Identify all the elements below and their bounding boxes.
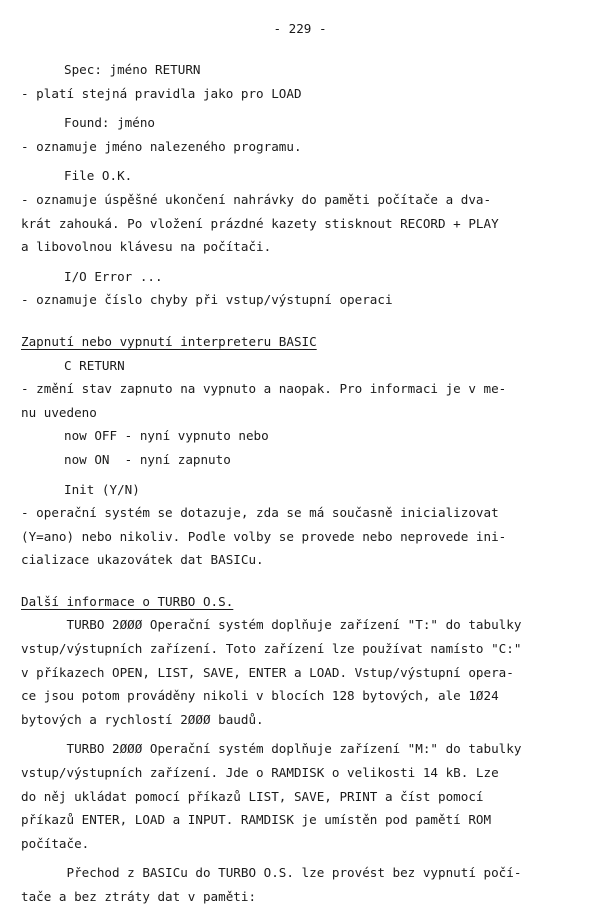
found-description: - oznamuje jméno nalezeného programu. — [21, 138, 302, 154]
init-description-line: (Y=ano) nebo nikoliv. Podle volby se provede nebo neprovede ini- — [21, 528, 507, 544]
turbo-paragraph-3-line: tače a bez ztráty dat v paměti: — [21, 889, 257, 904]
turbo-paragraph-1-line: ce jsou potom prováděny nikoli v blocích 128 bytových, ale 1Ø24 — [21, 688, 499, 704]
page-content — [21, 58, 581, 909]
turbo-paragraph-2-line: do něj ukládat pomocí příkazů LIST, SAVE, PRINT a číst pomocí — [21, 788, 484, 804]
init-label: Init (Y/N) — [64, 481, 140, 497]
turbo-paragraph-2-line: počítače. — [21, 835, 90, 851]
file-ok-label: File O.K. — [64, 168, 133, 184]
turbo-paragraph-3-line: Přechod z BASICu do TURBO O.S. lze provést bez vypnutí počí- — [21, 865, 522, 881]
init-description-line: cializace ukazovátek dat BASICu. — [21, 552, 264, 568]
section-heading-turbo: Další informace o TURBO O.S. — [21, 593, 234, 609]
file-ok-description-line: - oznamuje úspěšné ukončení nahrávky do paměti počítače a dva- — [21, 191, 492, 207]
now-off-line: now OFF - nyní vypnuto nebo — [64, 428, 269, 444]
io-error-label: I/O Error ... — [64, 268, 163, 284]
turbo-paragraph-1-line: v příkazech OPEN, LIST, SAVE, ENTER a LOAD. Vstup/výstupní opera- — [21, 664, 514, 680]
turbo-paragraph-2-line: vstup/výstupních zařízení. Jde o RAMDISK o velikosti 14 kB. Lze — [21, 765, 499, 781]
page-number: - 229 - — [273, 21, 327, 36]
init-description-line: - operační systém se dotazuje, zda se má současně inicializovat — [21, 505, 499, 521]
io-error-description: - oznamuje číslo chyby při vstup/výstupní operaci — [21, 292, 393, 308]
section-heading-basic: Zapnutí nebo vypnutí interpreteru BASIC — [21, 333, 317, 349]
now-on-line: now ON - nyní zapnuto — [64, 451, 231, 467]
basic-description-line: - změní stav zapnuto na vypnuto a naopak. Pro informaci je v me- — [21, 381, 507, 397]
turbo-paragraph-2-line: TURBO 2ØØØ Operační systém doplňuje zařízení "M:" do tabulky — [21, 741, 522, 757]
turbo-paragraph-1-line: bytových a rychlostí 2ØØØ baudů. — [21, 711, 264, 727]
turbo-paragraph-1-line: TURBO 2ØØØ Operační systém doplňuje zařízení "T:" do tabulky — [21, 617, 522, 633]
turbo-paragraph-2-line: příkazů ENTER, LOAD a INPUT. RAMDISK je umístěn pod pamětí ROM — [21, 812, 492, 828]
c-return-label: C RETURN — [64, 357, 125, 373]
file-ok-description-line: a libovolnou klávesu na počítači. — [21, 239, 272, 255]
spec-description: - platí stejná pravidla jako pro LOAD — [21, 85, 302, 101]
found-label: Found: jméno — [64, 115, 155, 131]
turbo-paragraph-1-line: vstup/výstupních zařízení. Toto zařízení lze používat namísto "C:" — [21, 641, 522, 657]
basic-description-line: nu uvedeno — [21, 404, 97, 420]
file-ok-description-line: krát zahouká. Po vložení prázdné kazety stisknout RECORD + PLAY — [21, 215, 499, 231]
spec-label: Spec: jméno RETURN — [64, 62, 201, 77]
